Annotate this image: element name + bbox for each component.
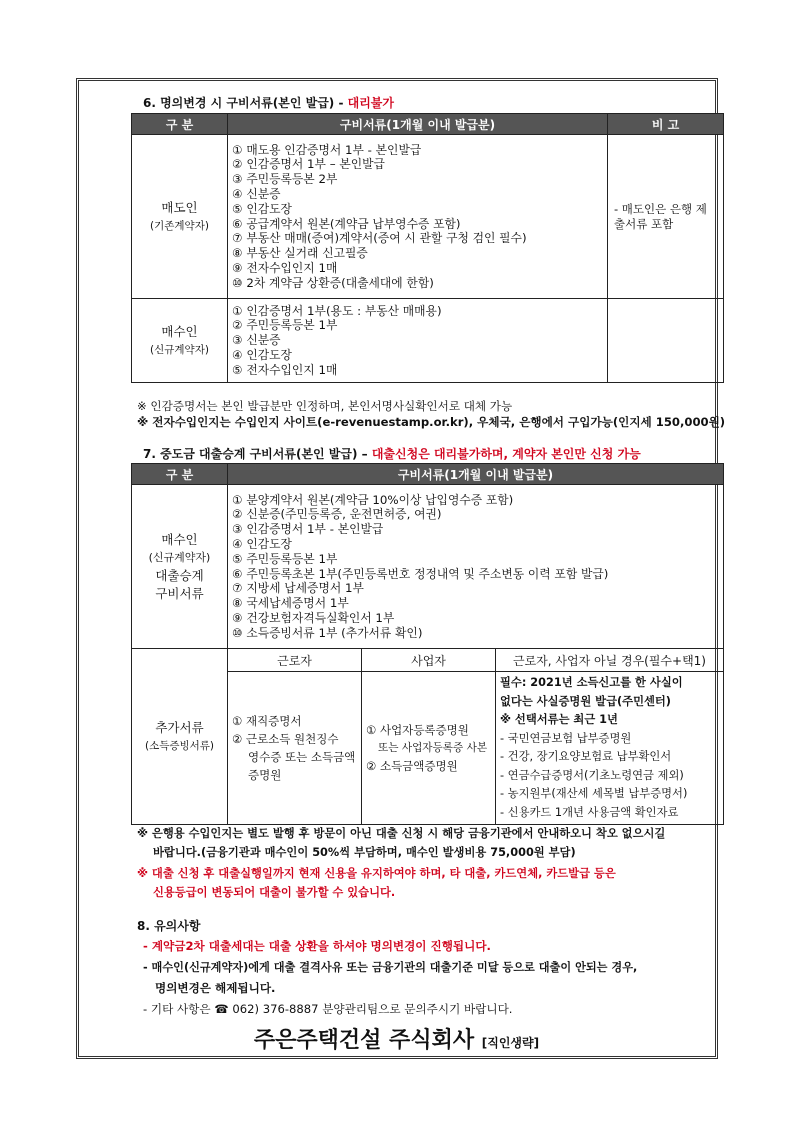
section6-table: [131, 113, 724, 383]
sec7-warning-2: 신용등급이 변동되어 대출이 불가할 수 있습니다.: [153, 886, 396, 899]
list-item: ② 신분증(주민등록증, 운전면허증, 여권): [232, 507, 442, 522]
sec8-line-2: 명의변경은 해제됩니다.: [155, 981, 276, 995]
list-item: ⑩ 소득증빙서류 1부 (추가서류 확인): [232, 625, 423, 640]
sec7-note-1: ※ 은행용 수입인지는 별도 발행 후 방문이 아닌 대출 신청 시 해당 금융기관에서 안내하오니 착오 없으시길: [137, 827, 666, 840]
loan-buyer-documents: [228, 485, 724, 649]
list-item: ④ 인감도장: [232, 347, 292, 362]
sec7-warning-1: ※ 대출 신청 후 대출실행일까지 현재 신용을 유지하여야 하며, 타 대출, 카드연체, 카드발급 등은: [137, 867, 616, 880]
sec6-note-2: ※ 전자수입인지는 수입인지 사이트(e-revenuestamp.or.kr), 우체국, 은행에서 구입가능(인지세 150,000원): [137, 415, 726, 429]
company-name: 주은주택건설 주식회사 [직인생략]: [253, 1028, 540, 1053]
subheader-other: 근로자, 사업자 아닐 경우(필수+택1): [496, 649, 724, 672]
list-item: ⑤ 인감도장: [232, 201, 292, 216]
list-item: ⑧ 부동산 실거래 신고필증: [232, 246, 368, 261]
list-item: ⑦ 부동산 매매(증여)계약서(증여 시 관할 구청 검인 필수): [232, 231, 527, 246]
header-category: 구 분: [132, 464, 228, 485]
list-item: ⑨ 전자수입인지 1매: [232, 260, 338, 275]
list-item: ⑥ 주민등록초본 1부(주민등록번호 정정내역 및 주소변동 이력 포함 발급): [232, 566, 609, 581]
seller-documents: [228, 135, 608, 299]
list-item: ① 분양계약서 원본(계약금 10%이상 납입영수증 포함): [232, 492, 514, 507]
list-item: ④ 인감도장: [232, 536, 292, 551]
list-item: ② 주민등록등본 1부: [232, 318, 338, 333]
business-documents: ① 사업자등록증명원 또는 사업자등록증 사본 ② 소득금액증명원: [362, 672, 496, 825]
sec8-line-1: - 매수인(신규계약자)에게 대출 결격사유 또는 금융기관의 대출기준 미달 등으로 대출이 안되는 경우,: [143, 961, 638, 974]
loan-buyer-label: 매수인 (신규계약자) 대출승계 구비서류: [132, 485, 228, 649]
section6-title: 6. 명의변경 시 구비서류(본인 발급) - 대리불가: [143, 96, 394, 110]
other-documents: 필수: 2021년 소득신고를 한 사실이 없다는 사실증명원 발급(주민센터) ※ 선택서류는 최근 1년 - 국민연금보험 납부증명원 - 건강, 장기요양보험료 납부확인서 - 연금수급증명서(기초노령연금 제외) - 농지원부(재산세 세목별 납부증명서) - 신용카드 1개년 사용금액 확인자료: [496, 672, 724, 825]
seal-omitted: [직인생략]: [481, 1036, 540, 1050]
buyer-remark: [608, 299, 724, 383]
list-item: ① 매도용 인감증명서 1부 - 본인발급: [232, 142, 422, 157]
header-documents: 구비서류(1개월 이내 발급분): [228, 114, 608, 135]
seller-remark: - 매도인은 은행 제출서류 포함: [608, 135, 724, 299]
list-item: ② 인감증명서 1부 – 본인발급: [232, 157, 385, 172]
buyer-label: 매수인 (신규계약자): [132, 299, 228, 383]
list-item: ① 인감증명서 1부(용도 : 부동산 매매용): [232, 303, 442, 318]
list-item: ⑩ 2차 계약금 상환증(대출세대에 한함): [232, 275, 434, 290]
sec6-note-1: ※ 인감증명서는 본인 발급분만 인정하며, 본인서명사실확인서로 대체 가능: [137, 399, 513, 413]
list-item: ③ 인감증명서 1부 - 본인발급: [232, 522, 384, 537]
sec8-contact: - 기타 사항은 ☎ 062) 376-8887 분양관리팀으로 문의주시기 바랍니다.: [143, 1002, 513, 1016]
subheader-worker: 근로자: [228, 649, 362, 672]
list-item: ⑤ 주민등록등본 1부: [232, 551, 338, 566]
list-item: ⑥ 공급계약서 원본(계약금 납부영수증 포함): [232, 216, 461, 231]
header-remarks: 비 고: [608, 114, 724, 135]
section7-title: 7. 중도금 대출승계 구비서류(본인 발급) – 대출신청은 대리불가하며, 계약자 본인만 신청 가능: [143, 447, 641, 461]
sec8-red-line: - 계약금2차 대출세대는 대출 상환을 하셔야 명의변경이 진행됩니다.: [143, 939, 491, 953]
header-category: 구 분: [132, 114, 228, 135]
list-item: ③ 신분증: [232, 333, 281, 348]
section8-title: 8. 유의사항: [137, 919, 201, 933]
list-item: ④ 신분증: [232, 186, 281, 201]
sec7-note-2: 바랍니다.(금융기관과 매수인이 50%씩 부담하며, 매수인 발생비용 75,000원 부담): [153, 846, 576, 859]
list-item: ⑤ 전자수입인지 1매: [232, 362, 338, 377]
buyer-documents: [228, 299, 608, 383]
list-item: ③ 주민등록등본 2부: [232, 172, 338, 187]
list-item: ⑨ 건강보험자격득실확인서 1부: [232, 610, 395, 625]
list-item: ⑦ 지방세 납세증명서 1부: [232, 581, 364, 596]
list-item: ⑧ 국세납세증명서 1부: [232, 596, 349, 611]
worker-documents: ① 재직증명서 ② 근로소득 원천징수 영수증 또는 소득금액 증명원: [228, 672, 362, 825]
subheader-business: 사업자: [362, 649, 496, 672]
header-documents: 구비서류(1개월 이내 발급분): [228, 464, 724, 485]
seller-label: 매도인 (기존계약자): [132, 135, 228, 299]
extra-docs-label: 추가서류 (소득증빙서류): [132, 649, 228, 825]
section7-table: [131, 463, 724, 825]
